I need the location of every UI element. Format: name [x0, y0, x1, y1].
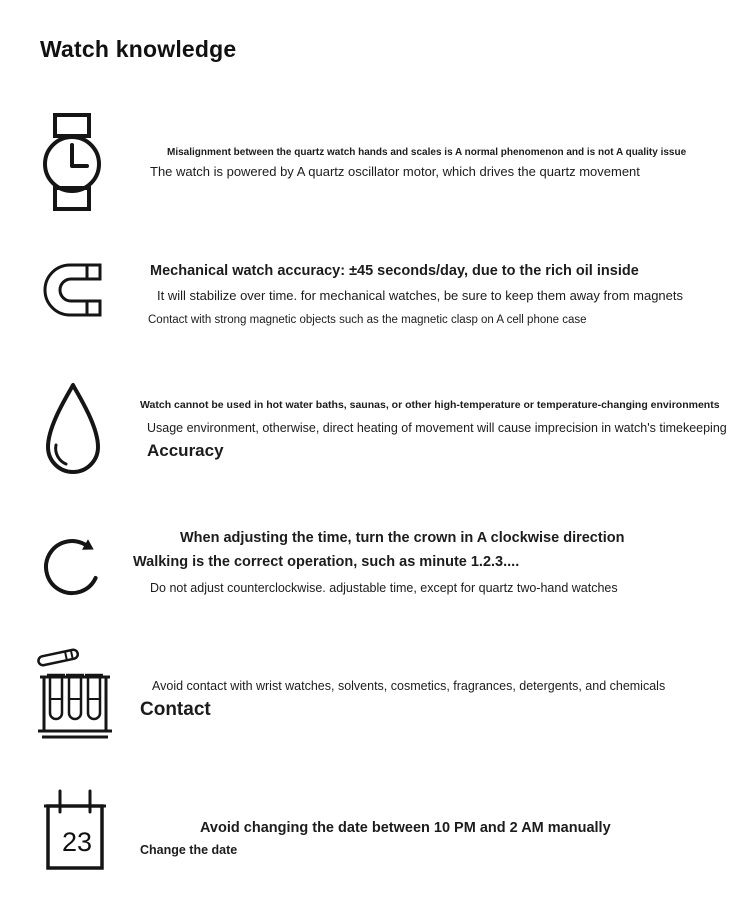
text-line: Contact: [140, 699, 211, 720]
water-drop-icon: [42, 381, 104, 478]
text-line: Walking is the correct operation, such as minute 1.2.3....: [133, 554, 520, 570]
text-line: Avoid contact with wrist watches, solvents, cosmetics, fragrances, detergents, and chemicals: [152, 679, 666, 693]
clockwise-arrow-icon: [42, 521, 106, 601]
text-line: Do not adjust counterclockwise. adjustable time, except for quartz two-hand watches: [150, 581, 618, 595]
magnet-icon: [40, 260, 106, 324]
text-line: Usage environment, otherwise, direct heating of movement will cause imprecision in watch's timekeeping: [147, 421, 727, 435]
text-line: It will stabilize over time. for mechanical watches, be sure to keep them away from magnets: [157, 288, 683, 303]
text-line: Contact with strong magnetic objects such as the magnetic clasp on A cell phone case: [148, 314, 587, 326]
text-line: Watch cannot be used in hot water baths, saunas, or other high-temperature or temperature-changing environments: [140, 399, 720, 411]
text-line: Mechanical watch accuracy: ±45 seconds/day, due to the rich oil inside: [150, 263, 639, 279]
text-line: Change the date: [140, 843, 238, 857]
text-line: Misalignment between the quartz watch hands and scales is A normal phenomenon and is not A quality issue: [167, 147, 687, 158]
page-title: Watch knowledge: [40, 36, 237, 62]
text-line: The watch is powered by A quartz oscillator motor, which drives the quartz movement: [150, 164, 640, 179]
calendar-day-number: 23: [61, 827, 93, 857]
wristwatch-icon: [38, 112, 106, 212]
text-line: Accuracy: [147, 441, 224, 460]
test-tubes-icon: [36, 643, 114, 745]
text-line: Avoid changing the date between 10 PM and 2 AM manually: [200, 820, 611, 836]
text-line: When adjusting the time, turn the crown in A clockwise direction: [180, 530, 625, 546]
